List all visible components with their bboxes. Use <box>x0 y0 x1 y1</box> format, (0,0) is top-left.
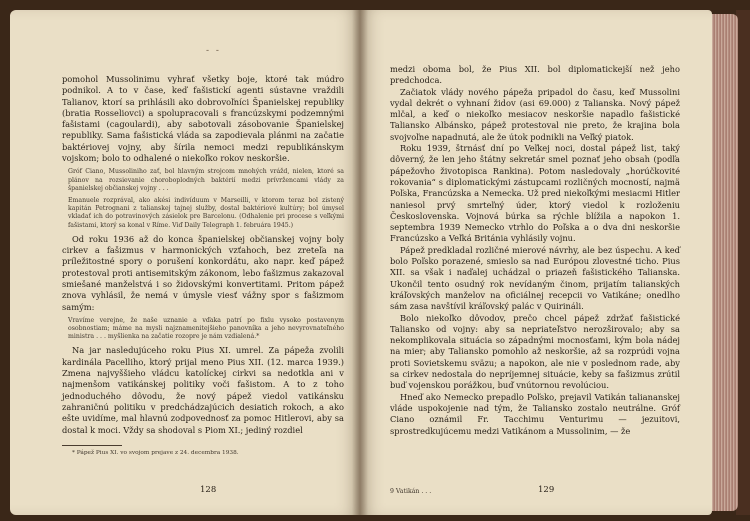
paragraph: Bolo niekoľko dôvodov, prečo chcel pápež zdržať fašistické Taliansko od vojny: aby sa nepriateľstvo nerozširovalo; aby sa nekomplikovala situácia so západnými mocnosťami, kým bola nádej na mier; aby Taliansko pomohlo až neskoršie, až sa rozprúdi vojna proti Sovietskemu sväzu; a napokon, ale nie v poslednom rade, aby sa cirkev nedostala do nepríjemnej situácie, keby sa fašizmus zrútil buď vojenskou porážkou, buď vnútornou revolúciou. <box>390 312 680 391</box>
paragraph: Roku 1939, štrnásť dní po Veľkej noci, dostal pápež list, taký dôverný, že len jeho štátny sekretár smel poznať jeho obsah (podľa pápežovho životopisca Rankina). Potom nasledovaly „horúčkovité rokovania“ s diplomatickými zástupcami rozličných mocností, najmä Poľska, Francúzska a Nemecka. Už pred niekoľkými mesiacmi Hitler naniesol prvý smrteľný úder, ktorý viedol k rozloženiu Československa. Vojnová búrka sa rýchle blížila a napokon 1. septembra 1939 Nemecko vtrhlo do Poľska a o dva dni neskoršie Francúzsko a Veľká Británia vyhlásily vojnu. <box>390 143 680 244</box>
paragraph: Začiatok vlády nového pápeža pripadol do času, keď Mussolini vydal dekrét o vyhnaní židov (asi 69.000) z Talianska. Nový pápež mlčal, a keď o niekoľko mesiacov neskoršie napadlo fašistické Taliansko Albánsko, pápež protestoval nie preto, že krajina bola svojvoľne napadnutá, ale že útok podnikli na Veľký piatok. <box>390 86 680 142</box>
book-gutter <box>352 10 368 515</box>
page-number: 128 <box>200 485 217 495</box>
right-page-text <box>390 64 680 437</box>
printer-signature: 9 Vatikán . . . <box>390 488 432 495</box>
page-edges <box>712 14 738 511</box>
page-ornament: - - <box>206 46 221 56</box>
left-page-text <box>62 74 344 457</box>
paragraph: Na jar nasledujúceho roku Pius XI. umrel. Za pápeža zvolili kardinála Pacelliho, ktorý prijal meno Pius XII. (12. marca 1939.) Zmena najvyššieho vládcu katolíckej cirkvi sa nedotkla ani v najmenšom vatikánskej politiky voči fašistom. A to z toho jednoduchého dôvodu, že nový pápež viedol vatikánsku zahraničnú politiku v predchádzajúcich desiatich rokoch, a ako ešte uvidíme, mal hlavnú zodpovednosť za pomoc Hitlerovi, aby sa dostal k moci. Vždy sa shodoval s Piom XI.; jediný rozdiel <box>62 345 344 435</box>
footnote: * Pápež Pius XI. vo svojom prejave z 24. decembra 1938. <box>72 449 239 456</box>
quoted-passage: Vravíme verejne, že naše uznanie a vďaka patrí po fixlu vysoko postavenym osobnostiam; máme na mysli najznamenitejšieho panovníka a jeho nevyrovnateľného ministra . . . myšlienka na začatie rozopre je nám vzdialená.* <box>68 316 344 341</box>
right-page <box>360 10 712 515</box>
paragraph: Hneď ako Nemecko prepadlo Poľsko, prejavil Vatikán taliananskej vláde uspokojenie nad tým, že Taliansko zostalo neutrálne. Gróf Ciano oznámil Fr. Tacchimu Venturimu — jezuitovi, sprostredkujúcemu medzi Vatikánom a Mussolinim, — že <box>390 391 680 436</box>
paragraph: Pápež predkladal rozličné mierové návrhy, ale bez úspechu. A keď bolo Poľsko porazené, smieslo sa nad Európou zlovestné ticho. Pius XII. sa však i naďalej uchádzal o priazeň fašistického Talianska. Ukončil tento osudný rok nevídaným činom, prijatím talianských kráľovských manželov na oficiálnej recepcii vo Vatikáne; onedlho sám zasa navštívil kráľovský palác v Quirináli. <box>390 244 680 312</box>
paragraph: pomohol Mussolinimu vyhrať všetky boje, ktoré tak múdro podnikol. A to v čase, keď fašistickí agenti sústavne vraždili Talianov, ktorí sa prihlásili ako dobrovoľníci Španielskej republiky (bratia Rosseliovci) a spolupracovali s francúzskymi podzemnými fašistami (cagoulardi), aby sabotovali zásobovanie Španielskej republiky. Sama fašistická vláda sa zapodievala plánmi na začatie baktériovej vojny, aby šírila nemoci medzi republikánskym vojskom; bolo to odhalené o niekoľko rokov neskoršie. <box>62 74 344 164</box>
quoted-passage: Gróf Ciano, Mussoliniho zať, bol hlavným strojcom mnohých vrážd, nielen, ktoré sa plánov na rozsievanie choroboplodných baktérií medzi prívržencami vlády za španielskej občianskej vojny . . . <box>68 168 344 192</box>
left-page <box>10 10 360 515</box>
page-number: 129 <box>538 485 555 495</box>
paragraph: Od roku 1936 až do konca španielskej občianskej vojny boly cirkev a fašizmus v harmonických vzťahoch, bez zreteľa na príležitostné spory o porušení konkordátu, ako napr. keď pápež protestoval proti antisemitským zákonom, lebo fašizmus zakazoval smiešané manželstvá i so židovskými konvertitami. Pritom pápež znova vyhlásil, že nemá v úmysle viesť vážny spor s fašizmom samým: <box>62 233 344 312</box>
paragraph: medzi oboma bol, že Pius XII. bol diplomatickejší než jeho predchodca. <box>390 64 680 86</box>
quoted-passage: Emanuele rozprával, ako akési indivíduum v Marseilli, v ktorom teraz bol zistený kapitán Petrognani z talianskej tajnej služby, dostal baktériové kultúry; bol úmysel vkladať ich do potravinových zásielok pre Barcelonu. (Odhalenie pri procese s veľkými fašistami, ktorý sa konal v Ríme. Viď Daily Telegraph 1. februára 1945.) <box>68 196 344 229</box>
book-cover-edge <box>736 10 750 515</box>
footnote-rule <box>62 445 122 446</box>
